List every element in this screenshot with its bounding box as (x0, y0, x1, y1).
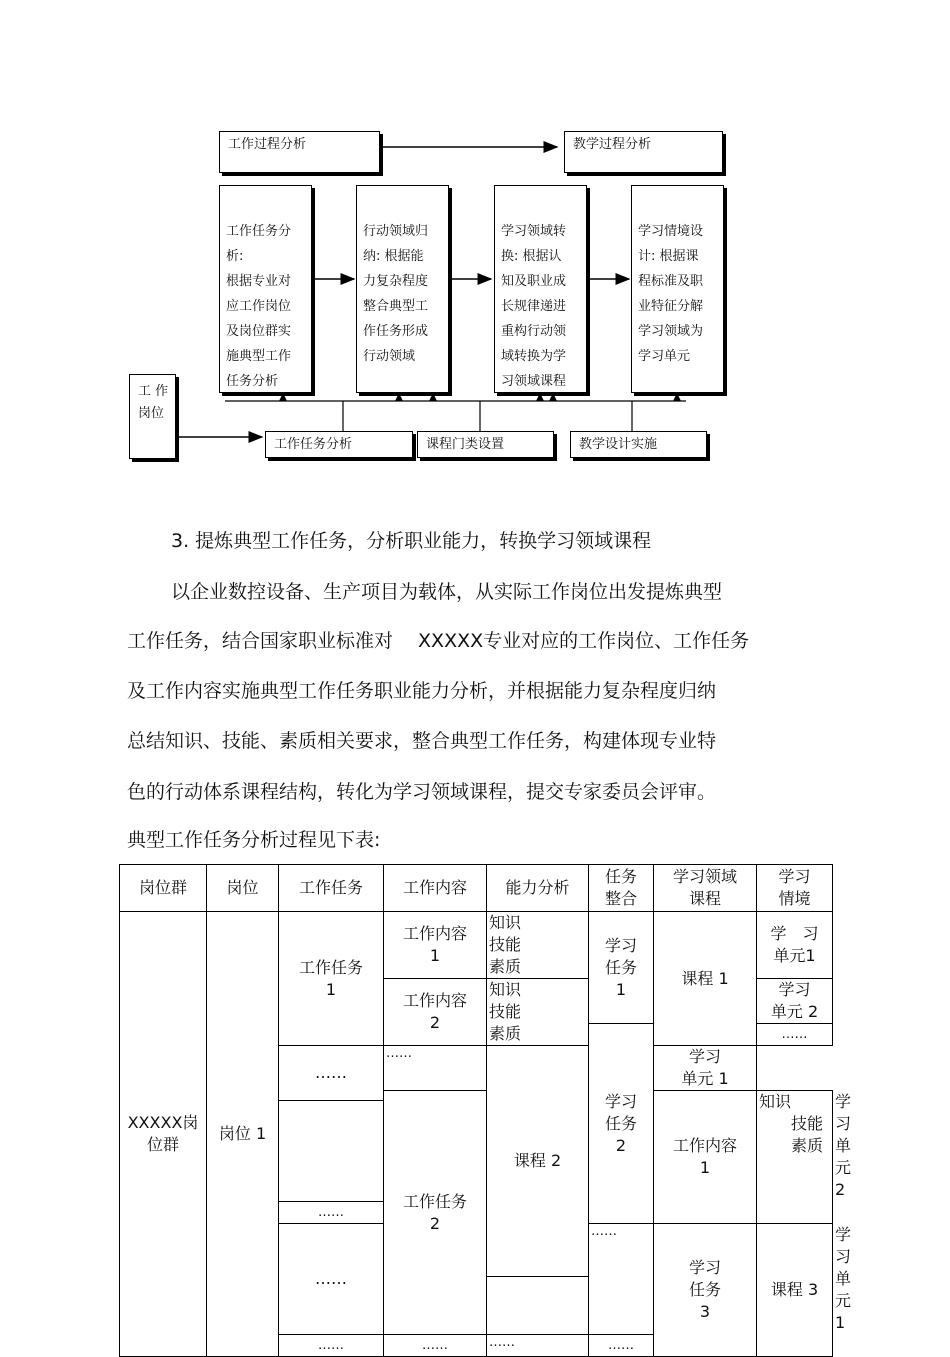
ellipsis-cell: …… (279, 1224, 384, 1335)
table-row (120, 912, 833, 934)
course-cell: 课程 1 (654, 912, 757, 1046)
work-process-label: 工作过程分析 (228, 137, 307, 152)
paragraph-line: 典型工作任务分析过程见下表: (127, 829, 381, 851)
ellipsis-cell: …… (384, 1335, 487, 1357)
post-group-cell: XXXXX岗 位群 (120, 912, 207, 1357)
unit-cell: 学 习 单元1 (757, 912, 833, 979)
content-cell: 工作内容 1 (654, 1091, 757, 1224)
step-box-action-field (356, 185, 449, 393)
header-cell: 任务 整合 (589, 865, 654, 912)
step-text: 工作任务分 析: 根据专业对 应工作岗位 及岗位群实 施典型工作 任务分析 (226, 224, 292, 389)
ability-cell: 知识 技能 素质 (757, 1091, 833, 1224)
course-cell: 课程 3 (757, 1224, 833, 1357)
table-header-row (120, 865, 833, 912)
paragraph-line: 工作任务，结合国家职业标准对 XXXXX专业对应的工作岗位、工作任务 (127, 630, 750, 652)
bottom-box-teaching-design (570, 431, 707, 458)
teach-process-box (564, 131, 723, 173)
step-text: 行动领域归 纳: 根据能 力复杂程度 整合典型工 作任务形成 行动领域 (363, 224, 429, 364)
ellipsis-cell: …… (279, 1202, 384, 1224)
bottom-label: 工作任务分析 (274, 437, 353, 452)
section-heading: 3. 提炼典型工作任务，分析职业能力，转换学习领域课程 (171, 530, 652, 552)
integration-cell: 学习 任务 3 (654, 1224, 757, 1357)
step-text: 学习领域转 换: 根据认 知及职业成 长规律递进 重构行动领 域转换为学 习领域课程 (501, 224, 567, 389)
step-box-learning-situation (631, 185, 724, 393)
content-cell: 工作内容 1 (384, 912, 487, 979)
teach-process-label: 教学过程分析 (573, 137, 652, 152)
task-cell: 工作任务 1 (279, 912, 384, 1046)
paragraph-line: 以企业数控设备、生产项目为载体，从实际工作岗位出发提炼典型 (171, 581, 723, 603)
integration-cell: 学习 任务 2 (589, 1024, 654, 1224)
step-box-task-analysis (219, 185, 312, 393)
course-cell: 课程 2 (487, 1046, 589, 1277)
header-cell: 工作任务 (279, 865, 384, 912)
bottom-box-course-setting (417, 431, 554, 458)
step-text: 学习情境设 计: 根据课 程标准及职 业特征分解 学习领域为 学习单元 (638, 224, 704, 364)
header-cell: 学习领域 课程 (654, 865, 757, 912)
header-cell: 工作内容 (384, 865, 487, 912)
ellipsis-cell: …… (589, 1335, 654, 1357)
ellipsis-cell: …… (384, 1046, 487, 1091)
paragraph-line: 总结知识、技能、素质相关要求，整合典型工作任务，构建体现专业特 (127, 730, 717, 752)
bottom-label: 教学设计实施 (579, 437, 658, 452)
header-cell: 学习 情境 (757, 865, 833, 912)
task-analysis-table (119, 864, 852, 1357)
ellipsis-cell: …… (589, 1224, 654, 1335)
table-row: …… …… 学习 任务 3 课程 3 学习 单元 1 (120, 1224, 833, 1277)
unit-cell: 学习 单元 2 (757, 979, 833, 1024)
unit-cell: 学习 单元 1 (654, 1046, 757, 1091)
up-arrowheads (279, 393, 681, 401)
ellipsis-cell: …… (487, 1335, 589, 1357)
ellipsis-cell: …… (279, 1335, 384, 1357)
task-cell: 工作任务 2 (384, 1091, 487, 1335)
table-row: 工作任务 2 工作内容 1 知识 技能 素质 学习 单元 2 (120, 1091, 833, 1101)
paragraph-line: 及工作内容实施典型工作任务职业能力分析，并根据能力复杂程度归纳 (127, 680, 717, 702)
ellipsis-cell: …… (279, 1046, 384, 1101)
header-cell: 岗位 (207, 865, 279, 912)
header-cell: 岗位群 (120, 865, 207, 912)
ellipsis-cell: …… (757, 1024, 833, 1046)
header-cell: 能力分析 (487, 865, 589, 912)
ability-cell: 知识 技能 素质 (487, 979, 589, 1046)
step-box-learning-field (494, 185, 587, 393)
post-label: 工 作 岗位 (138, 384, 169, 421)
ability-cell: 知识 技能 素质 (487, 912, 589, 979)
work-process-box (219, 131, 380, 173)
content-cell: 工作内容 2 (384, 979, 487, 1046)
post-cell: 岗位 1 (207, 912, 279, 1357)
bottom-box-task-analysis (265, 431, 413, 458)
paragraph-line: 色的行动体系课程结构，转化为学习领域课程，提交专家委员会评审。 (127, 781, 717, 803)
integration-cell: 学习 任务 1 (589, 912, 654, 1024)
bottom-label: 课程门类设置 (426, 437, 505, 452)
post-box (129, 374, 176, 459)
